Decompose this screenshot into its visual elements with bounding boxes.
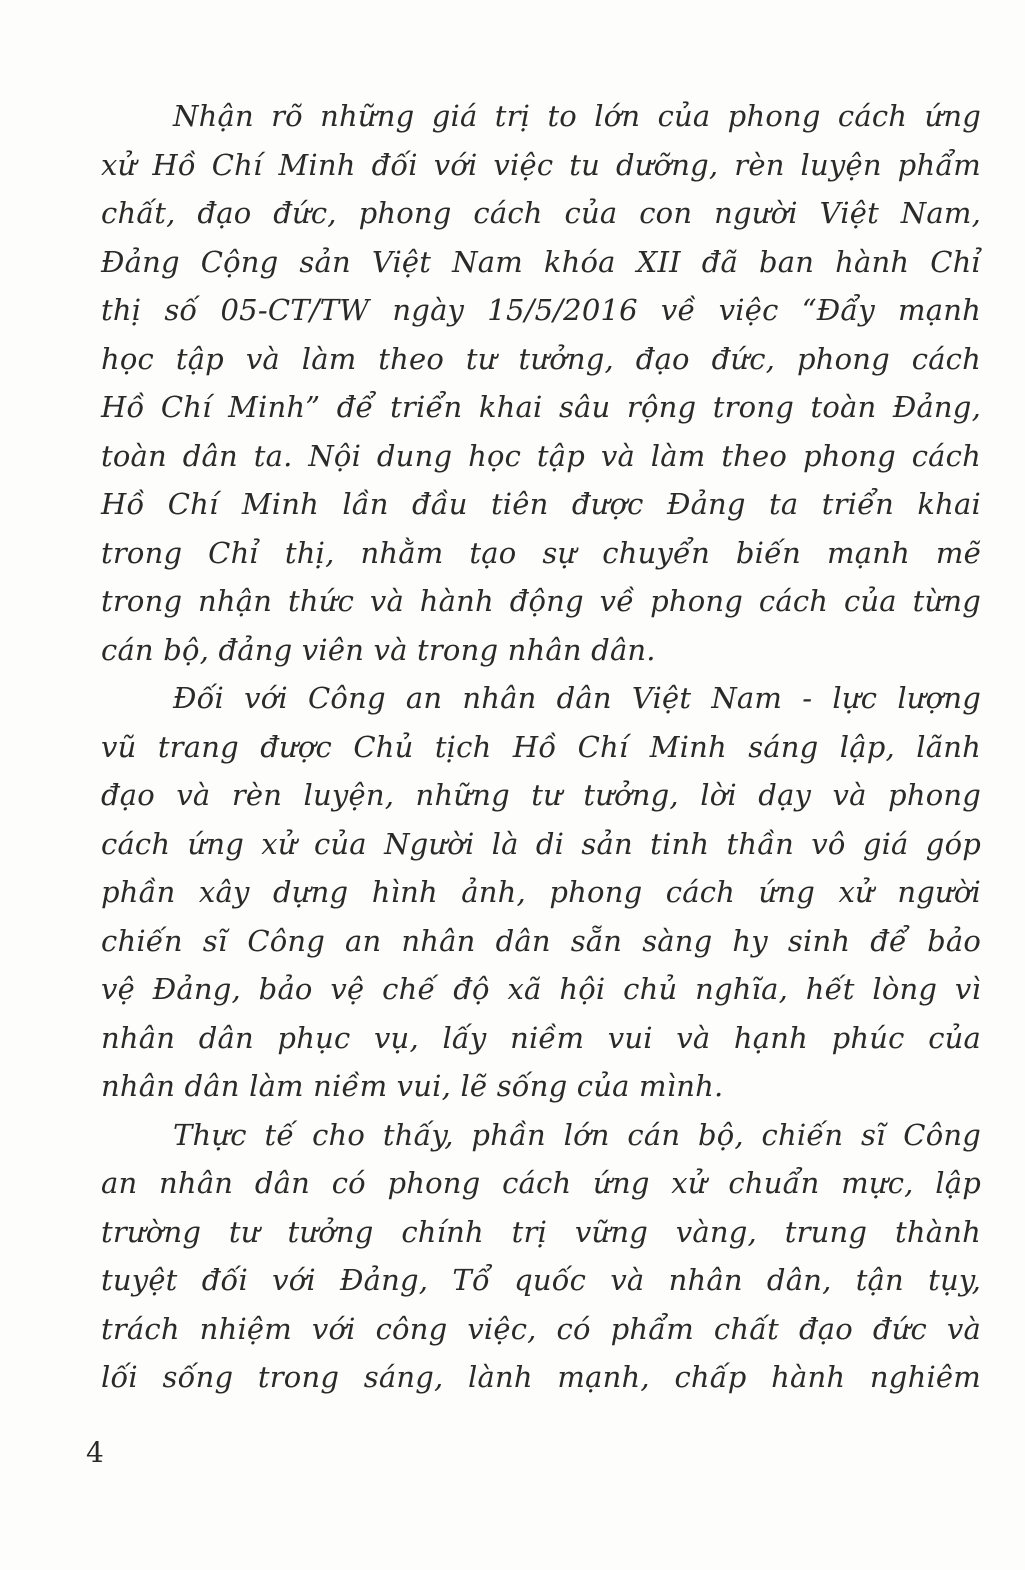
- text-line: trách nhiệm với công việc, có phẩm chất đạo đức và: [101, 1311, 981, 1346]
- paragraph-1: [101, 92, 981, 674]
- text-line: cách ứng xử của Người là di sản tinh thần vô giá góp: [101, 826, 981, 861]
- text-line: vũ trang được Chủ tịch Hồ Chí Minh sáng lập, lãnh: [101, 729, 981, 764]
- text-line: xử Hồ Chí Minh đối với việc tu dưỡng, rèn luyện phẩm: [101, 147, 981, 182]
- text-line: đạo và rèn luyện, những tư tưởng, lời dạy và phong: [101, 778, 981, 812]
- text-line: Nhận rõ những giá trị to lớn của phong cách ứng: [173, 99, 981, 133]
- text-line: thị số 05-CT/TW ngày 15/5/2016 về việc “Đẩy mạnh: [101, 293, 981, 327]
- text-line: nhân dân phục vụ, lấy niềm vui và hạnh phúc của: [101, 1020, 981, 1055]
- text-line: trong Chỉ thị, nhằm tạo sự chuyển biến mạnh mẽ: [101, 535, 981, 570]
- text-line: lối sống trong sáng, lành mạnh, chấp hành nghiêm: [101, 1360, 981, 1394]
- text-line: vệ Đảng, bảo vệ chế độ xã hội chủ nghĩa, hết lòng vì: [101, 972, 981, 1006]
- text-line: cán bộ, đảng viên và trong nhân dân.: [101, 632, 656, 667]
- text-line: trường tư tưởng chính trị vững vàng, trung thành: [101, 1214, 981, 1249]
- text-line: trong nhận thức và hành động về phong cách của từng: [101, 584, 981, 618]
- paragraph-2: [101, 674, 981, 1111]
- text-line: chiến sĩ Công an nhân dân sẵn sàng hy sinh để bảo: [101, 923, 981, 958]
- page-number: 4: [86, 1436, 104, 1469]
- text-line: an nhân dân có phong cách ứng xử chuẩn mực, lập: [101, 1166, 981, 1200]
- text-line: chất, đạo đức, phong cách của con người Việt Nam,: [101, 196, 981, 230]
- text-line: phần xây dựng hình ảnh, phong cách ứng xử người: [101, 875, 981, 909]
- text-line: Đối với Công an nhân dân Việt Nam - lực lượng: [173, 681, 981, 715]
- text-line: nhân dân làm niềm vui, lẽ sống của mình.: [101, 1069, 724, 1103]
- text-line: toàn dân ta. Nội dung học tập và làm theo phong cách: [101, 438, 981, 473]
- text-line: Hồ Chí Minh” để triển khai sâu rộng trong toàn Đảng,: [101, 390, 981, 424]
- text-line: Đảng Cộng sản Việt Nam khóa XII đã ban hành Chỉ: [101, 244, 981, 279]
- body-text: [101, 92, 981, 1402]
- paragraph-3: [101, 1111, 981, 1402]
- text-line: Hồ Chí Minh lần đầu tiên được Đảng ta triển khai: [101, 487, 981, 521]
- text-line: tuyệt đối với Đảng, Tổ quốc và nhân dân, tận tụy,: [101, 1263, 981, 1297]
- text-line: học tập và làm theo tư tưởng, đạo đức, phong cách: [101, 341, 981, 376]
- text-line: Thực tế cho thấy, phần lớn cán bộ, chiến sĩ Công: [173, 1117, 981, 1152]
